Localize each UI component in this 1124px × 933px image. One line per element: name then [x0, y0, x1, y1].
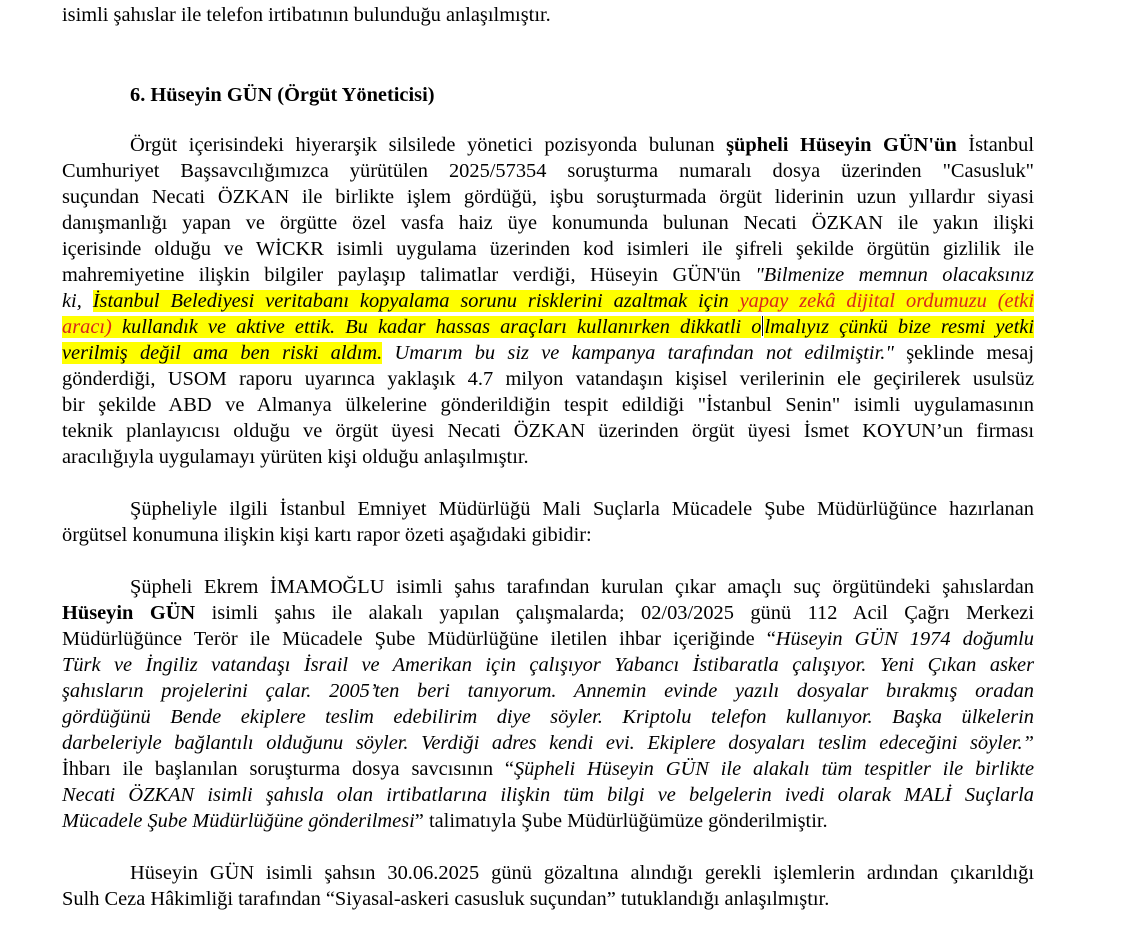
p3-line-7 — [62, 730, 1034, 756]
p3-l3-a: Müdürlüğünce Terör ile Mücadele Şube Müdürlüğüne iletilen ihbar içeriğinde “ — [62, 628, 776, 650]
highlight-red-text-2: aracı) — [62, 316, 112, 338]
p3-line-9 — [62, 782, 1034, 808]
p3-l7: darbeleriyle bağlantılı olduğunu söyler. Verdiği adres kendi evi. Ekiplere dosyaları teslim edeceğini söyler.” — [62, 732, 1034, 754]
paragraph-1 — [62, 132, 1034, 470]
paragraph-2 — [62, 496, 1034, 548]
suspect-name-bold: şüpheli Hüseyin GÜN'ün — [726, 134, 957, 156]
highlight-text-3: lmalıyız çünkü bize resmi yetki — [764, 316, 1034, 338]
p1-line-4: danışmanlığı yapan ve örgütte özel vasfa haiz üye konumunda bulunan Necati ÖZKAN ile yakın ilişki — [62, 212, 1034, 234]
p1-line-12: teknik planlayıcısı olduğu ve örgüt üyesi Necati ÖZKAN üzerinden örgüt üyesi İsmet KOYUN’un firması — [62, 420, 1034, 442]
p3-l6: gördüğünü Bende ekiplere teslim edebilirim diye söyler. Kriptolu telefon kullanıyor. Başka ülkelerin — [62, 706, 1034, 728]
p3-l8-a: İhbarı ile başlanılan soruşturma dosya savcısının “ — [62, 758, 514, 780]
document-page — [62, 0, 1034, 912]
p1-line-13: aracılığıyla uygulamayı yürüten kişi olduğu anlaşılmıştır. — [62, 446, 529, 468]
p3-l4: Türk ve İngiliz vatandaşı İsrail ve Amerikan için çalışıyor Yabancı İstibaratla çalışıyor. Yeni Çıkan asker — [62, 654, 1034, 676]
p1-line-2: Cumhuriyet Başsavcılığımızca yürütülen 2025/57354 soruşturma numaralı dosya üzerinden "Casusluk" — [62, 160, 1034, 182]
p3-l9: Necati ÖZKAN isimli şahısla olan irtibatlarına ilişkin tüm bilgi ve belgelerin ivedi olarak MALİ Suçlarla — [62, 784, 1034, 806]
p1-line-10: gönderdiği, USOM raporu uyarınca yaklaşık 4.7 milyon vatandaşın kişisel verilerinin ele geçirilerek usulsüz — [62, 368, 1034, 390]
p3-line-3 — [62, 626, 1034, 652]
p1-line-3: suçundan Necati ÖZKAN ile birlikte işlem gördüğü, işbu soruşturmada örgüt liderinin uzun yıllardır siyasi — [62, 186, 1034, 208]
p2-line-2: örgütsel konumuna ilişkin kişi kartı rapor özeti aşağıdaki gibidir: — [62, 524, 592, 546]
p3-line-1: Şüpheli Ekrem İMAMOĞLU isimli şahıs tarafından kurulan çıkar amaçlı suç örgütündeki şahıslardan — [130, 576, 1034, 598]
paragraph-4 — [62, 860, 1034, 912]
p1-line-11: bir şekilde ABD ve Almanya ülkelerine gönderildiğin tespit edildiği "İstanbul Senin" isimli uygulamasının — [62, 394, 1034, 416]
paragraph-3 — [62, 574, 1034, 834]
p3-line-4 — [62, 652, 1034, 678]
highlight-red-text-1: yapay zekâ dijital ordumuzu (etki — [739, 290, 1034, 312]
top-line: isimli şahıslar ile telefon irtibatının bulunduğu anlaşılmıştır. — [62, 4, 551, 26]
p1-line-9 — [62, 340, 1034, 366]
p3-name-bold: Hüseyin GÜN — [62, 602, 196, 624]
p1-l1-c: İstanbul — [956, 134, 1034, 156]
p3-l10-b: ” talimatıyla Şube Müdürlüğümüze gönderilmiştir. — [414, 810, 828, 832]
p3-line-2 — [62, 600, 1034, 626]
p3-l2-b: isimli şahıs ile alakalı yapılan çalışmalarda; 02/03/2025 günü 112 Acil Çağrı Merkezi — [195, 602, 1034, 624]
p3-line-8 — [62, 756, 1034, 782]
p1-line-5: içerisinde olduğu ve WİCKR isimli uygulama üzerinden kod isimleri ile şifreli şekilde örgütün gizlilik ile — [62, 238, 1034, 260]
p3-line-5 — [62, 678, 1034, 704]
p1-l9-c: şeklinde mesaj — [893, 342, 1035, 364]
p3-line-10 — [62, 808, 1034, 834]
p2-line-1: Şüpheliyle ilgili İstanbul Emniyet Müdürlüğü Mali Suçlarla Mücadele Şube Müdürlüğünce hazırlanan — [130, 498, 1034, 520]
p1-l6-quote: "Bilmenize memnun olacaksınız — [755, 264, 1034, 286]
p1-l1-a: Örgüt içerisindeki hiyerarşik silsilede yönetici pozisyonda bulunan — [130, 134, 727, 156]
section-heading: 6. Hüseyin GÜN (Örgüt Yöneticisi) — [130, 84, 435, 106]
p1-line-6 — [62, 262, 1034, 288]
highlight-text-1: İstanbul Belediyesi veritabanı kopyalama sorunu risklerini azaltmak için — [92, 290, 740, 312]
p3-l3-b: Hüseyin GÜN 1974 doğumlu — [775, 628, 1034, 650]
p1-l6-a: mahremiyetine ilişkin bilgiler paylaşıp talimatlar verdiği, Hüseyin GÜN'ün — [62, 264, 756, 286]
p4-line-1: Hüseyin GÜN isimli şahsın 30.06.2025 günü gözaltına alındığı gerekli işlemlerin ardından çıkarıldığı — [130, 862, 1034, 884]
p1-line-1 — [62, 132, 1034, 158]
p1-line-8 — [62, 314, 1034, 340]
p1-l7-a: ki, — [62, 290, 93, 312]
p1-line-7 — [62, 288, 1034, 314]
p3-line-6 — [62, 704, 1034, 730]
p3-l5: şahısların projelerini çalar. 2005’ten beri tanıyorum. Annemin evinde yazılı dosyalar bırakmış oradan — [62, 680, 1034, 702]
p4-line-2: Sulh Ceza Hâkimliği tarafından “Siyasal-askeri casusluk suçundan” tutuklandığı anlaşılmıştır. — [62, 888, 830, 910]
p3-l10-a: Mücadele Şube Müdürlüğüne gönderilmesi — [62, 810, 415, 832]
p1-l9-b: Umarım bu siz ve kampanya tarafından not edilmiştir." — [382, 342, 894, 364]
highlight-text-4: verilmiş değil ama ben riski aldım. — [62, 342, 383, 364]
p3-l8-b: Şüpheli Hüseyin GÜN ile alakalı tüm tespitler ile birlikte — [513, 758, 1034, 780]
highlight-text-2: kullandık ve aktive ettik. Bu kadar hassas araçları kullanırken dikkatli o — [111, 316, 762, 338]
